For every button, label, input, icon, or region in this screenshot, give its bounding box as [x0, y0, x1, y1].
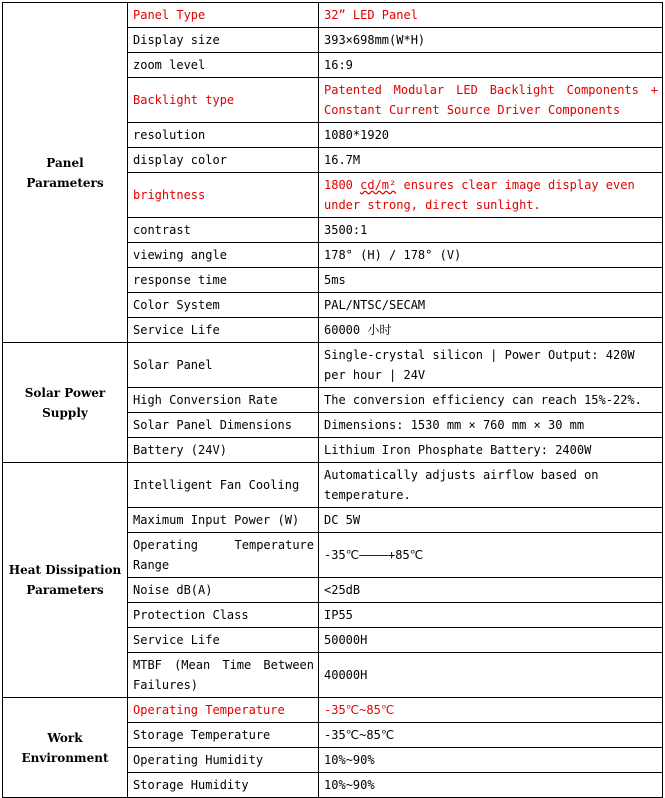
- row-value: 3500:1: [319, 218, 663, 243]
- row-label: Service Life: [128, 318, 319, 343]
- row-value: <25dB: [319, 578, 663, 603]
- group-title-line: Work Environment: [21, 730, 109, 765]
- group-title-line: Solar Power: [24, 385, 106, 400]
- row-value: 16.7M: [319, 148, 663, 173]
- row-value: -35℃~85℃: [319, 698, 663, 723]
- brightness-unit: cd/m²: [360, 178, 397, 192]
- row-label: brightness: [128, 173, 319, 218]
- row-value: 178° (H) / 178° (V): [319, 243, 663, 268]
- row-value: -35℃~85℃: [319, 723, 663, 748]
- row-value: Single-crystal silicon | Power Output: 420W per hour | 24V: [319, 343, 663, 388]
- row-value: 393×698mm(W*H): [319, 28, 663, 53]
- row-label: Service Life: [128, 628, 319, 653]
- row-label: Solar Panel: [128, 343, 319, 388]
- row-label: Operating Temperature Range: [128, 533, 319, 578]
- brightness-value: 1800: [324, 178, 361, 192]
- row-value: Lithium Iron Phosphate Battery: 2400W: [319, 438, 663, 463]
- spec-table: [2, 2, 663, 798]
- group-title-line: Parameters: [26, 175, 104, 190]
- row-value: PAL/NTSC/SECAM: [319, 293, 663, 318]
- group-title-line: Supply: [42, 405, 88, 420]
- row-label: Maximum Input Power (W): [128, 508, 319, 533]
- row-value: 60000 小时: [319, 318, 663, 343]
- row-value: 40000H: [319, 653, 663, 698]
- row-value: The conversion efficiency can reach 15%-22%.: [319, 388, 663, 413]
- group-panel-parameters: [3, 3, 128, 343]
- row-value: 32” LED Panel: [319, 3, 663, 28]
- row-label: Battery (24V): [128, 438, 319, 463]
- row-value: [319, 173, 663, 218]
- row-value: -35℃————+85℃: [319, 533, 663, 578]
- row-label: Solar Panel Dimensions: [128, 413, 319, 438]
- row-label: resolution: [128, 123, 319, 148]
- group-heat-dissipation-parameters: [3, 463, 128, 698]
- table-row: [3, 463, 663, 508]
- table-row: [3, 698, 663, 723]
- group-work-environment: [3, 698, 128, 798]
- group-solar-power-supply: [3, 343, 128, 463]
- row-label: contrast: [128, 218, 319, 243]
- table-row: [3, 3, 663, 28]
- row-label: Color System: [128, 293, 319, 318]
- row-label: High Conversion Rate: [128, 388, 319, 413]
- row-label: Panel Type: [128, 3, 319, 28]
- row-value: Automatically adjusts airflow based on temperature.: [319, 463, 663, 508]
- row-label: Operating Humidity: [128, 748, 319, 773]
- row-value: Patented Modular LED Backlight Components + Constant Current Source Driver Components: [319, 78, 663, 123]
- row-label: Backlight type: [128, 78, 319, 123]
- row-label: display color: [128, 148, 319, 173]
- row-label: response time: [128, 268, 319, 293]
- row-value: 10%~90%: [319, 773, 663, 798]
- row-label: Operating Temperature: [128, 698, 319, 723]
- row-label: Storage Humidity: [128, 773, 319, 798]
- group-title-line: Heat Dissipation: [8, 563, 122, 577]
- row-value: 10%~90%: [319, 748, 663, 773]
- row-label: Intelligent Fan Cooling: [128, 463, 319, 508]
- row-label: Display size: [128, 28, 319, 53]
- row-value: IP55: [319, 603, 663, 628]
- row-label: Noise dB(A): [128, 578, 319, 603]
- row-value: 5ms: [319, 268, 663, 293]
- row-label: viewing angle: [128, 243, 319, 268]
- row-value: Dimensions: 1530 mm × 760 mm × 30 mm: [319, 413, 663, 438]
- row-label: Protection Class: [128, 603, 319, 628]
- row-label: zoom level: [128, 53, 319, 78]
- row-value: 16:9: [319, 53, 663, 78]
- row-label: MTBF (Mean Time Between Failures): [128, 653, 319, 698]
- row-value: 50000H: [319, 628, 663, 653]
- brightness-description: ensures clear image display even under strong, direct sunlight.: [324, 178, 635, 212]
- row-value: DC 5W: [319, 508, 663, 533]
- table-row: [3, 343, 663, 388]
- group-title-line: Parameters: [26, 583, 104, 597]
- row-label: Storage Temperature: [128, 723, 319, 748]
- row-value: 1080*1920: [319, 123, 663, 148]
- group-title-line: Panel: [46, 155, 84, 170]
